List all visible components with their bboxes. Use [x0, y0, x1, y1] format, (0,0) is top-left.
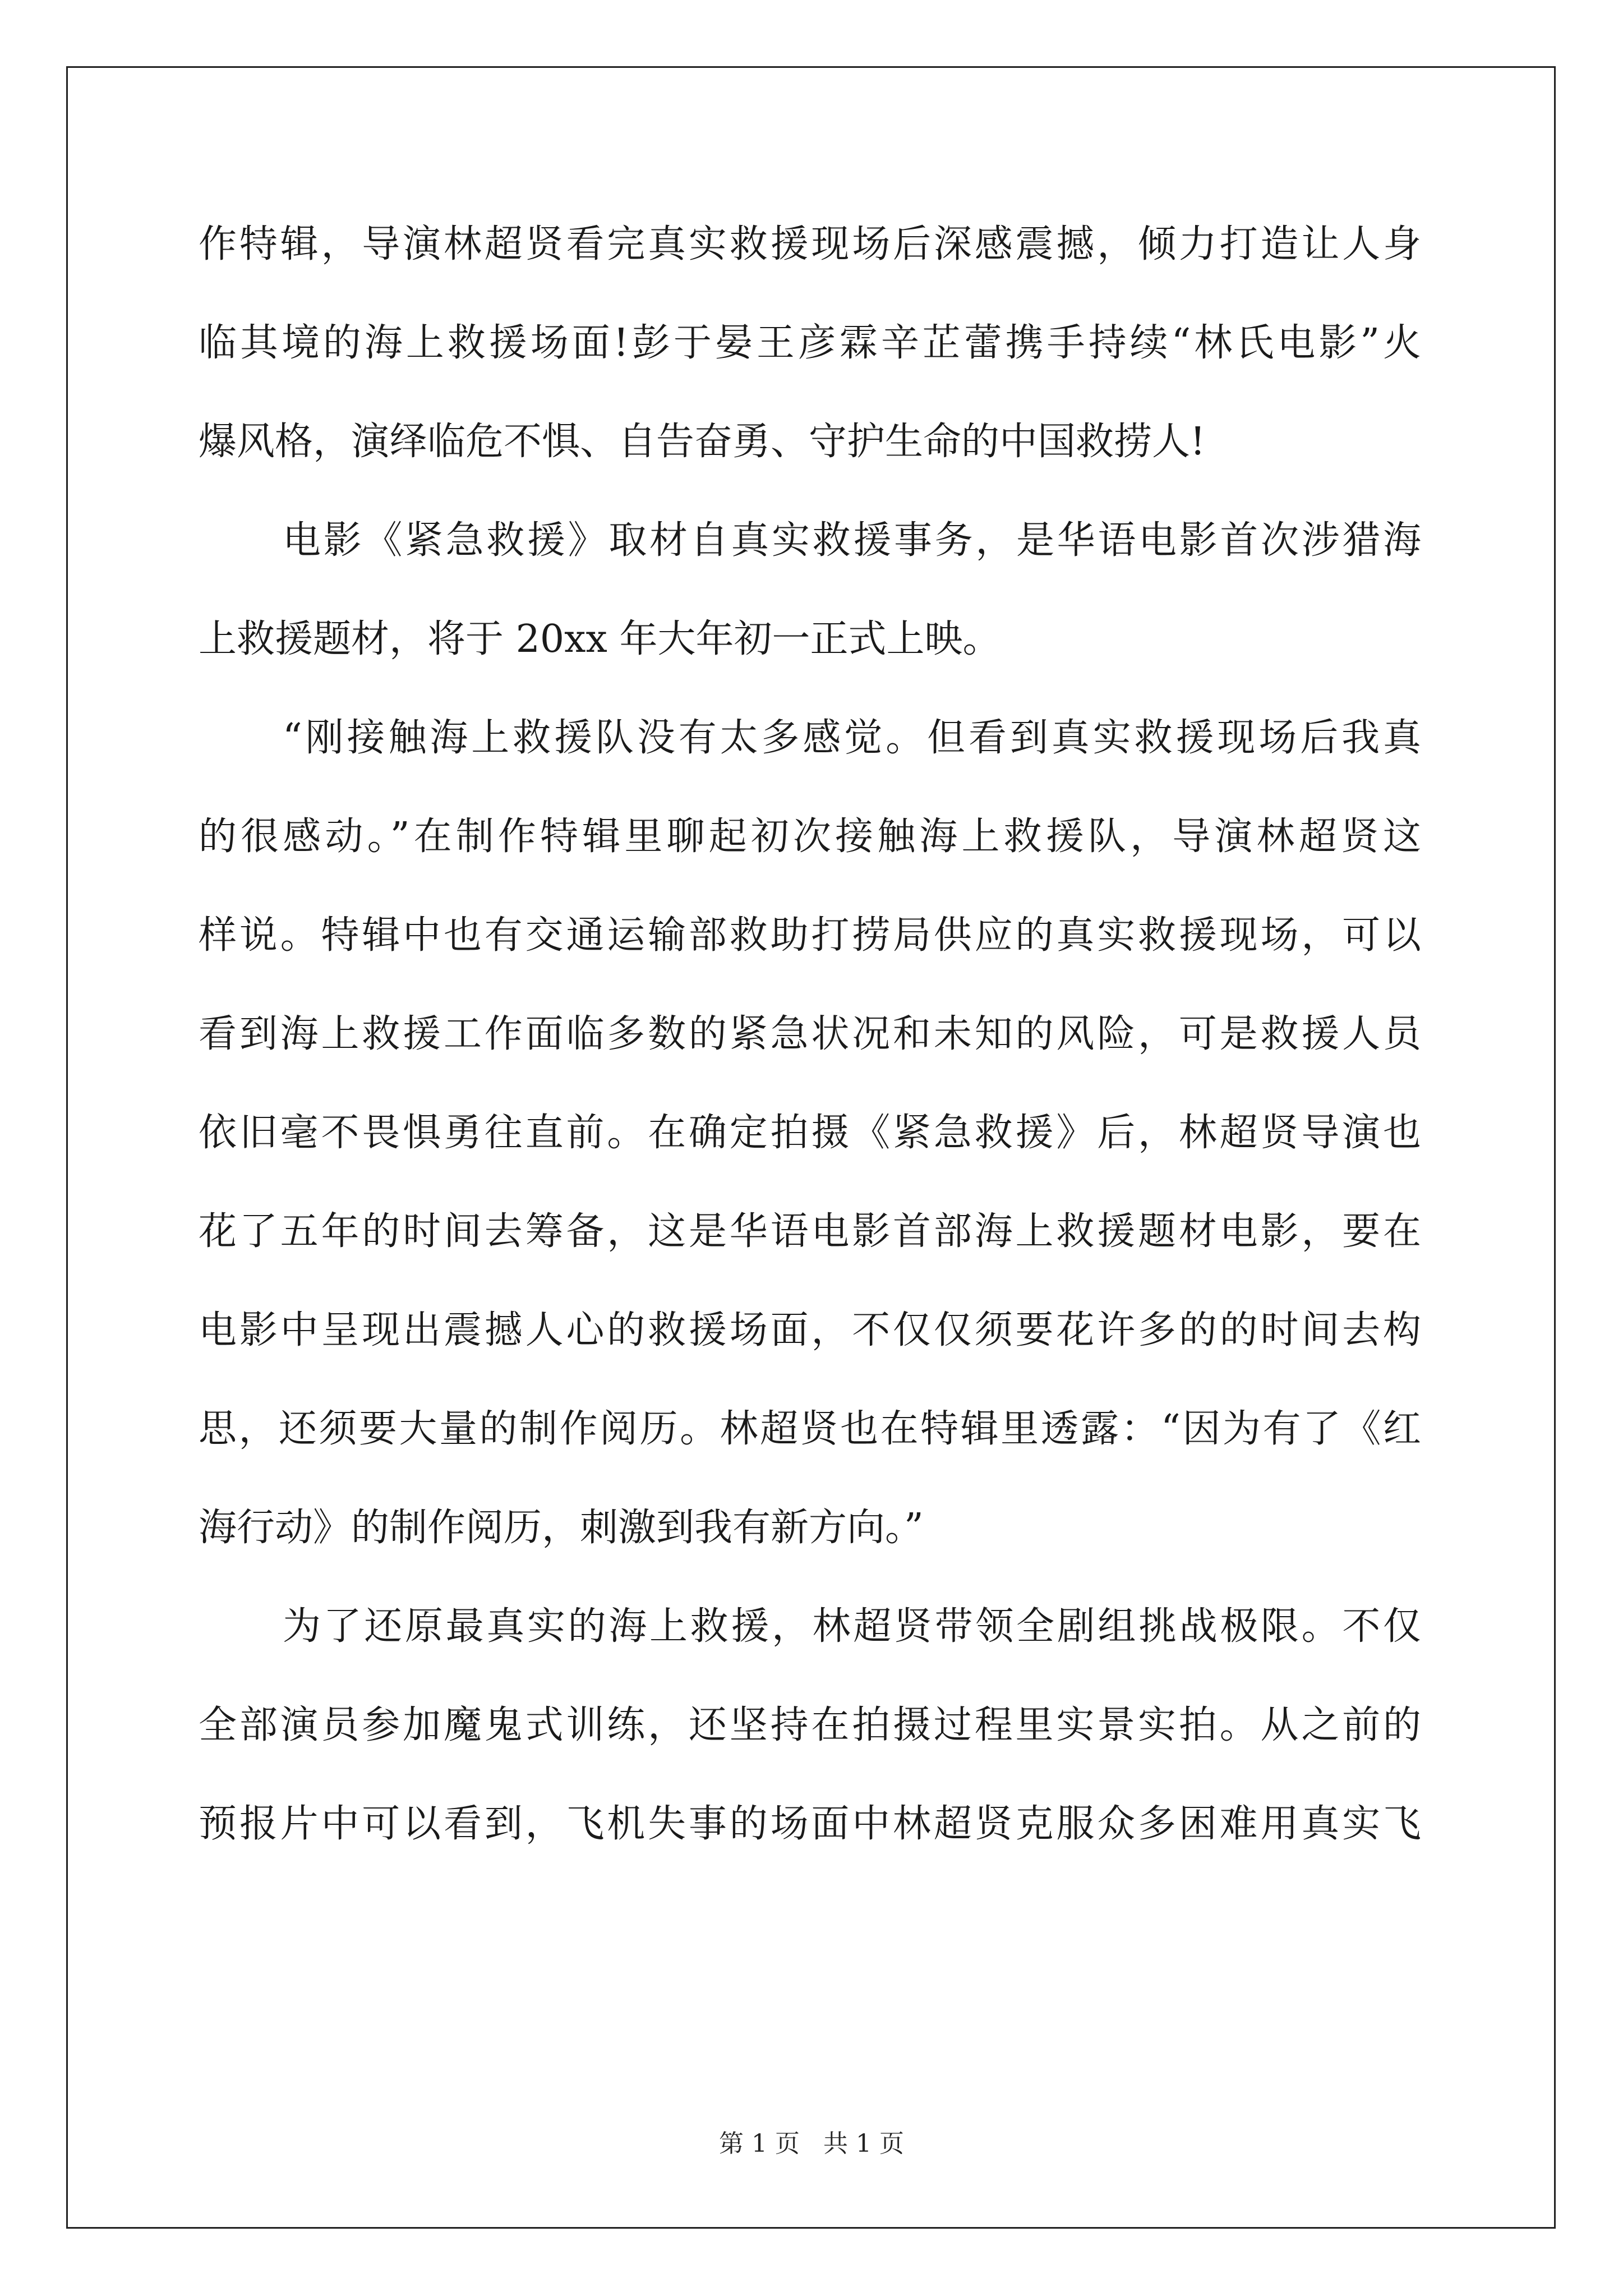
paragraph-line: “刚接触海上救援队没有太多感觉。但看到真实救援现场后我真 [283, 716, 1421, 760]
paragraph-line: 花了五年的时间去筹备，这是华语电影首部海上救援题材电影，要在 [199, 1209, 1421, 1254]
paragraph-line: 电影《紧急救援》取材自真实救援事务，是华语电影首次涉猎海 [283, 518, 1421, 563]
paragraph-line: 依旧毫不畏惧勇往直前。在确定拍摄《紧急救援》后，林超贤导演也 [199, 1111, 1421, 1155]
paragraph-line: 全部演员参加魔鬼式训练，还坚持在拍摄过程里实景实拍。从之前的 [199, 1703, 1421, 1747]
paragraph-line: 的很感动。”在制作特辑里聊起初次接触海上救援队，导演林超贤这 [199, 815, 1421, 859]
paragraph-line: 临其境的海上救援场面!彭于晏王彦霖辛芷蕾携手持续“林氏电影”火 [199, 321, 1421, 365]
paragraph-line: 作特辑，导演林超贤看完真实救援现场后深感震撼，倾力打造让人身 [199, 222, 1421, 266]
paragraph-line: 电影中呈现出震撼人心的救援场面，不仅仅须要花许多的的时间去构 [199, 1308, 1421, 1352]
paragraph-line: 预报片中可以看到，飞机失事的场面中林超贤克服众多困难用真实飞 [199, 1802, 1421, 1846]
paragraph-line: 爆风格，演绎临危不惧、自告奋勇、守护生命的中国救捞人! [199, 420, 1206, 464]
paragraph-line: 样说。特辑中也有交通运输部救助打捞局供应的真实救援现场，可以 [199, 913, 1421, 958]
paragraph-line: 海行动》的制作阅历，刺激到我有新方向。” [199, 1506, 924, 1550]
paragraph-line: 思，还须要大量的制作阅历。林超贤也在特辑里透露：“因为有了《红 [199, 1407, 1421, 1451]
page-footer: 第 1 页 共 1 页 [719, 2129, 904, 2158]
paragraph-line: 为了还原最真实的海上救援，林超贤带领全剧组挑战极限。不仅 [283, 1604, 1421, 1649]
paragraph-line: 上救援题材，将于 20xx 年大年初一正式上映。 [199, 617, 1001, 661]
paragraph-line: 看到海上救援工作面临多数的紧急状况和未知的风险，可是救援人员 [199, 1012, 1421, 1056]
